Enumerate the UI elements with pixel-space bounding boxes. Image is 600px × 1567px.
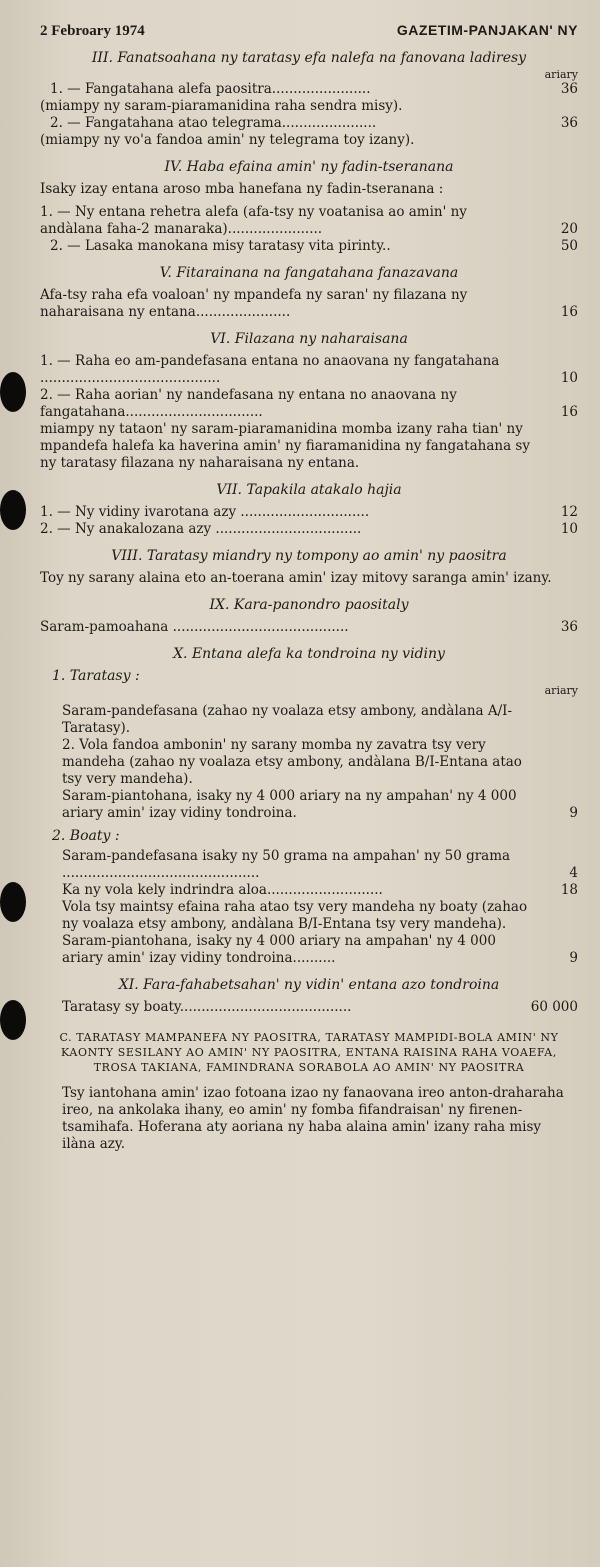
section-4-title: IV. Haba efaina amin' ny fadin-tseranana — [164, 159, 454, 175]
section-10-title: X. Entana alefa ka tondroina ny vidiny — [173, 646, 445, 662]
list-item: 2. — Fangatahana atao telegrama...................... 36 — [50, 115, 578, 131]
section-c-title: C. TARATASY MAMPANEFA NY PAOSITRA, TARATASY MAMPIDI-BOLA AMIN' NY KAONTY SESILANY AO AMIN' NY PAOSITRA, ENTANA RAISINA RAHA VOAEFA, TROSA TAKIANA, FAMINDRANA SORABOLA AO AMIN' NY PAOSITRA — [59, 1031, 559, 1074]
section-10-sub2-p1: Vola tsy maintsy efaina raha atao tsy very mandeha ny boaty (zahao ny voalaza etsy ambony, andàlana B/I-Entana tsy very mandeha). — [62, 899, 528, 932]
unit-label: ariary — [544, 684, 578, 697]
list-item: Ka ny vola kely indrindra aloa........................... 18 — [62, 882, 578, 898]
list-item: 2. — Raha aorian' ny nandefasana ny entana no anaovana ny fangatahana................................ 16 — [40, 387, 578, 420]
list-item: Saram-pamoahana ......................................... 36 — [40, 619, 578, 635]
list-item: Saram-piantohana, isaky ny 4 000 ariary na ny ampahan' ny 4 000 ariary amin' izay vidiny tondroina. 9 — [62, 788, 578, 821]
section-5-title: V. Fitarainana na fangatahana fanazavana — [159, 265, 459, 281]
binder-hole — [0, 490, 26, 530]
section-9-title: IX. Kara-panondro paositaly — [209, 597, 409, 613]
section-10-sub2-heading: 2. Boaty : — [52, 828, 120, 844]
list-item: Saram-pandefasana isaky ny 50 grama na ampahan' ny 50 grama .............................................. 4 — [62, 848, 578, 881]
section-10-sub1-p1: Saram-pandefasana (zahao ny voalaza etsy ambony, andàlana A/I-Taratasy). — [62, 703, 513, 736]
list-item: Afa-tsy raha efa voaloan' ny mpandefa ny saran' ny filazana ny naharaisana ny entana...................... 16 — [40, 287, 578, 320]
binder-hole — [0, 1000, 26, 1040]
list-item: 1. — Fangatahana alefa paositra....................... 36 — [50, 81, 578, 97]
section-8-title: VIII. Taratasy miandry ny tompony ao amin' ny paositra — [111, 548, 507, 564]
list-item: (miampy ny vo'a fandoa amin' ny telegrama toy izany). — [40, 132, 415, 148]
binder-hole — [0, 882, 26, 922]
header-date: 2 Febroary 1974 — [40, 23, 145, 39]
list-item: 2. — Ny anakalozana azy .................................. 10 — [40, 521, 578, 537]
unit-label: ariary — [544, 68, 578, 81]
list-item: 1. — Ny vidiny ivarotana azy .............................. 12 — [40, 504, 578, 520]
section-3-title: III. Fanatsoahana ny taratasy efa nalefa na fanovana ladiresy — [91, 50, 527, 66]
section-c-text: Tsy iantohana amin' izao fotoana izao ny fanaovana ireo anton-draharaha ireo, na ankolaka ihany, eo amin' ny fomba fifandraisan' ny firenen-tsamihafa. Hoferana aty aoriana ny haba alaina amin' izany raha misy ilàna azy. — [62, 1085, 564, 1152]
section-11-title: XI. Fara-fahabetsahan' ny vidin' entana azo tondroina — [118, 977, 500, 993]
binder-hole — [0, 372, 26, 412]
list-item: Saram-piantohana, isaky ny 4 000 ariary na ampahan' ny 4 000 ariary amin' izay vidiny tondroina.......... 9 — [62, 933, 578, 966]
list-item: Taratasy sy boaty........................................ 60 000 — [62, 999, 578, 1015]
section-10-sub1-heading: 1. Taratasy : — [52, 668, 140, 684]
section-6-note: miampy ny tataon' ny saram-piaramanidina momba izany raha tian' ny mpandefa halefa ka haverina amin' ny fiaramanidina ny fangatahana sy ny taratasy filazana ny naharaisana ny entana. — [40, 421, 530, 471]
section-7-title: VII. Tapakila atakalo hajia — [216, 482, 402, 498]
list-item: 1. — Ny entana rehetra alefa (afa-tsy ny voatanisa ao amin' ny andàlana faha-2 manaraka)...................... 20 — [40, 204, 578, 237]
section-4-intro: Isaky izay entana aroso mba hanefana ny fadin-tseranana : — [40, 181, 444, 197]
page-header — [40, 22, 578, 40]
list-item: 2. — Lasaka manokana misy taratasy vita pirinty.. 50 — [50, 238, 578, 254]
section-8-text: Toy ny sarany alaina eto an-toerana amin' izay mitovy saranga amin' izany. — [40, 570, 552, 586]
section-10-sub1-p2: 2. Vola fandoa ambonin' ny sarany momba ny zavatra tsy very mandeha (zahao ny voalaza etsy ambony, andàlana B/I-Entana atao tsy very mandeha). — [62, 737, 522, 787]
list-item: (miampy ny saram-piaramanidina raha sendra misy). — [40, 98, 403, 114]
section-6-title: VI. Filazana ny naharaisana — [210, 331, 408, 347]
list-item: 1. — Raha eo am-pandefasana entana no anaovana ny fangatahana .......................................... 10 — [40, 353, 578, 386]
header-journal-title: GAZETIM-PANJAKAN' NY — [396, 22, 578, 38]
